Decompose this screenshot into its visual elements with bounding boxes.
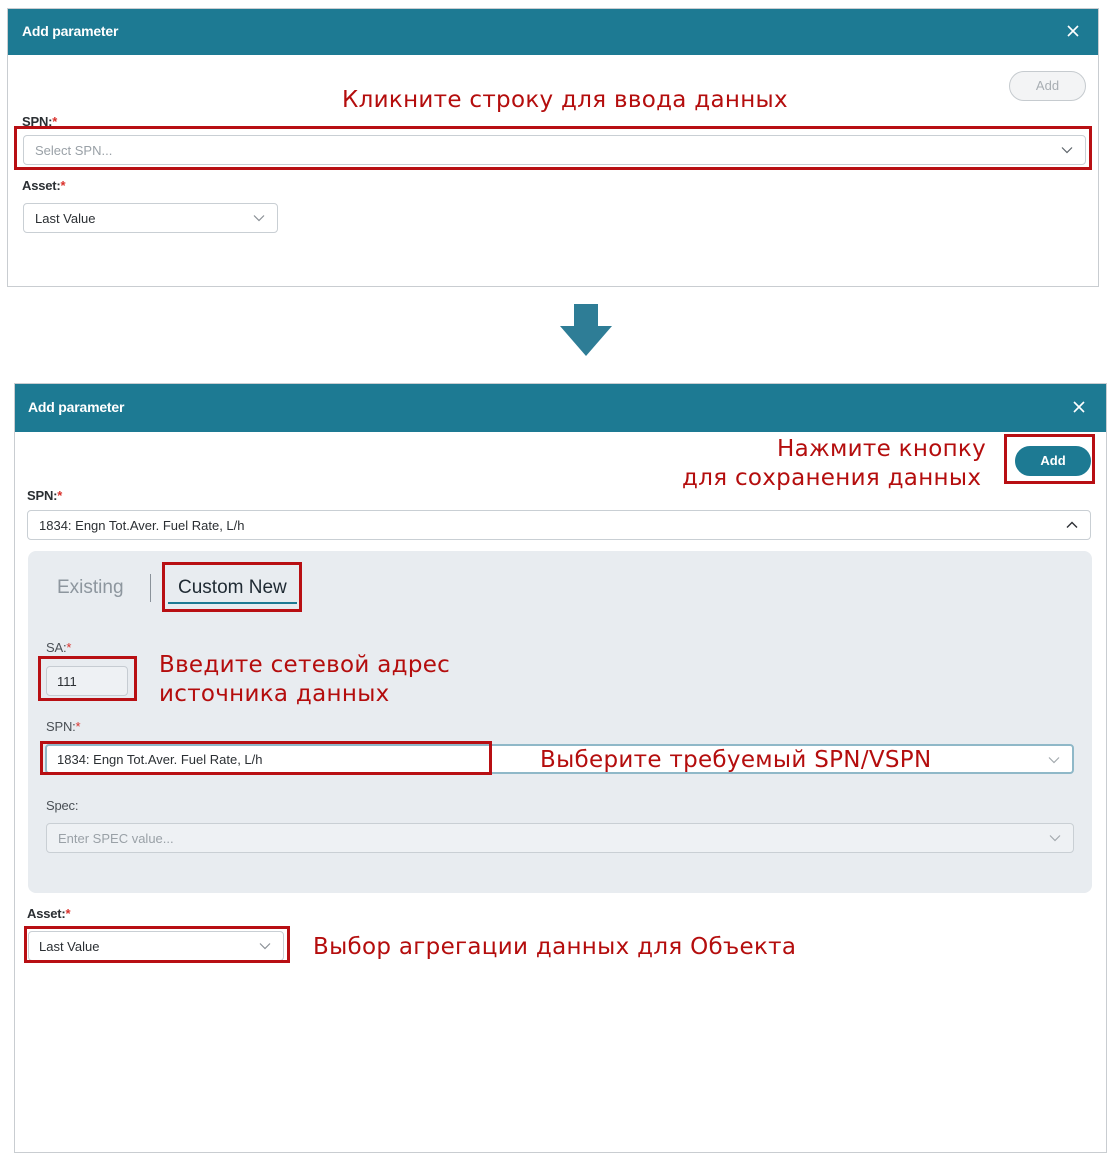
chevron-down-icon (253, 212, 265, 224)
highlight-asset-select (24, 926, 290, 963)
add-button-disabled[interactable]: Add (1009, 71, 1086, 101)
dialog-header (8, 9, 1098, 55)
dialog-title: Add parameter (22, 23, 119, 39)
add-button[interactable]: Add (1015, 446, 1091, 476)
required-mark: * (52, 114, 58, 129)
annotation-aggregation: Выбор агрегации данных для Объекта (313, 934, 797, 960)
annotation-press-button-line2: для сохранения данных (682, 465, 982, 491)
asset-select-value: Last Value (35, 211, 96, 226)
highlight-tab-custom-new (162, 562, 302, 612)
annotation-click-row: Кликните строку для ввода данных (342, 87, 788, 113)
sa-input-value: 111 (57, 674, 77, 689)
required-mark: * (60, 178, 66, 193)
arrow-down-icon (558, 304, 614, 356)
required-mark: * (65, 906, 71, 921)
asset-label-text: Asset: (27, 906, 66, 921)
chevron-down-icon (1049, 832, 1061, 844)
close-icon (1062, 20, 1084, 42)
asset-label (22, 178, 65, 193)
required-mark: * (57, 488, 63, 503)
sa-label (46, 640, 71, 655)
spn-select[interactable] (27, 510, 1091, 540)
tab-existing[interactable]: Existing (57, 577, 124, 598)
highlight-sa-input (38, 656, 137, 701)
highlight-add-button (1004, 434, 1095, 484)
asset-select-value: Last Value (39, 939, 100, 954)
spn-select-placeholder: Select SPN... (35, 143, 113, 158)
spec-label: Spec: (46, 798, 79, 813)
dialog-title: Add parameter (28, 399, 125, 415)
inner-spn-select-value: 1834: Engn Tot.Aver. Fuel Rate, L/h (57, 752, 263, 767)
close-button[interactable] (1062, 20, 1084, 42)
spn-label (27, 488, 62, 503)
sa-label-text: SA: (46, 640, 67, 655)
spec-select[interactable] (46, 823, 1074, 853)
annotation-enter-address-line2: источника данных (159, 681, 390, 707)
highlight-inner-spn-select (40, 741, 492, 775)
annotation-enter-address-line1: Введите сетевой адрес (159, 652, 451, 678)
chevron-up-icon (1066, 519, 1078, 531)
spn-label-text: SPN: (27, 488, 58, 503)
highlight-spn-select (14, 126, 1092, 170)
dialog-header (15, 384, 1106, 432)
close-icon (1068, 396, 1090, 418)
chevron-down-icon (1048, 754, 1060, 766)
asset-label (27, 906, 70, 921)
asset-select[interactable] (23, 203, 278, 233)
tab-custom-new[interactable]: Custom New (178, 577, 287, 598)
spec-select-placeholder: Enter SPEC value... (58, 831, 174, 846)
annotation-press-button-line1: Нажмите кнопку (777, 436, 987, 462)
tab-separator (150, 574, 151, 602)
required-mark: * (66, 640, 72, 655)
spn-label-text: SPN: (22, 114, 53, 129)
required-mark: * (75, 719, 81, 734)
inner-spn-label-text: SPN: (46, 719, 76, 734)
annotation-choose-spn: Выберите требуемый SPN/VSPN (540, 747, 932, 773)
spn-select-value: 1834: Engn Tot.Aver. Fuel Rate, L/h (39, 518, 245, 533)
asset-label-text: Asset: (22, 178, 61, 193)
close-button[interactable] (1068, 396, 1090, 418)
inner-spn-label (46, 719, 80, 734)
